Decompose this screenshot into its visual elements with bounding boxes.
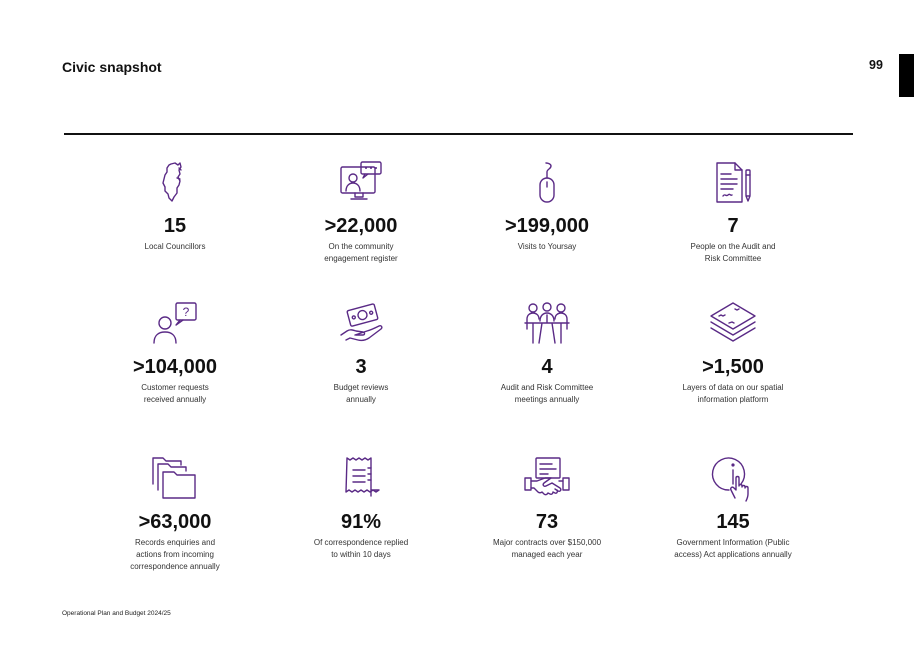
online-engagement-icon (335, 158, 387, 208)
stat-value: 91% (340, 511, 382, 533)
stats-grid (85, 158, 825, 578)
info-touch-icon (707, 454, 759, 504)
folders-icon (149, 454, 201, 504)
stat-value: 145 (716, 511, 750, 533)
layers-icon (707, 299, 759, 349)
stat-value: 7 (727, 215, 739, 237)
stat-value: 3 (355, 356, 367, 378)
stat-value: 73 (535, 511, 559, 533)
stat-label: Government Information (Public access) Act applications annually (674, 538, 792, 559)
svg-text:?: ? (182, 305, 190, 319)
stat-committee-meetings (457, 299, 637, 406)
page-edge-tab (899, 54, 914, 97)
stat-value: >1,500 (702, 356, 764, 378)
receipt-icon (335, 454, 387, 504)
stat-gipa-applications (643, 454, 823, 561)
stat-value: >63,000 (138, 511, 212, 533)
computer-mouse-icon (521, 158, 573, 208)
page-title: Civic snapshot (62, 59, 162, 75)
person-question-icon (149, 299, 201, 349)
stat-value: >104,000 (133, 356, 217, 378)
stat-customer-requests (85, 299, 265, 406)
stat-major-contracts (457, 454, 637, 561)
header-divider (64, 133, 853, 135)
stat-engagement (271, 158, 451, 265)
stat-yoursay (457, 158, 637, 253)
stat-value: 4 (541, 356, 553, 378)
footer-text: Operational Plan and Budget 2024/25 (62, 610, 171, 617)
stat-correspondence (271, 454, 451, 561)
stat-label: People on the Audit and Risk Committee (690, 242, 776, 263)
stat-spatial-data (643, 299, 823, 406)
stat-label: Records enquiries and actions from incoming correspondence annually (130, 538, 220, 571)
contract-handshake-icon (521, 454, 573, 504)
page-number: 99 (869, 58, 883, 72)
stat-records-enquiries (85, 454, 265, 573)
map-region-icon (149, 158, 201, 208)
stat-label: Customer requests received annually (141, 383, 209, 404)
stat-budget-reviews (271, 299, 451, 406)
stat-label: Of correspondence replied to within 10 days (313, 538, 409, 559)
stat-label: Visits to Yoursay (517, 242, 577, 251)
stat-label: Audit and Risk Committee meetings annually (500, 383, 594, 404)
stat-value: >199,000 (505, 215, 589, 237)
stat-label: Budget reviews annually (333, 383, 389, 404)
stat-councillors (85, 158, 265, 253)
stat-value: >22,000 (324, 215, 398, 237)
stat-label: Major contracts over $150,000 managed each year (492, 538, 602, 559)
stat-label: Local Councillors (144, 242, 206, 251)
stat-audit-risk-people (643, 158, 823, 265)
document-pen-icon (707, 158, 759, 208)
stat-label: On the community engagement register (324, 242, 398, 263)
stat-label: Layers of data on our spatial information platform (682, 383, 784, 404)
meeting-table-icon (521, 299, 573, 349)
hand-money-icon (335, 299, 387, 349)
stat-value: 15 (163, 215, 187, 237)
